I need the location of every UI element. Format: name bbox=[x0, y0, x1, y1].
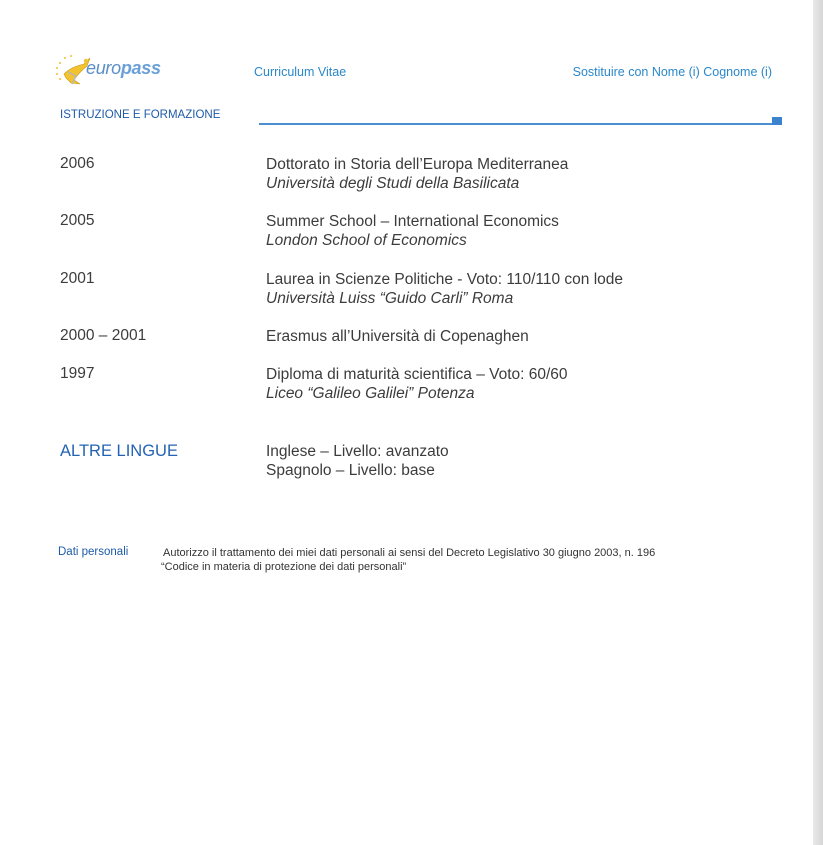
education-year: 2006 bbox=[60, 155, 95, 172]
education-entry bbox=[266, 212, 559, 250]
consent-line: Autorizzo il trattamento dei miei dati personali ai sensi del Decreto Legislativo 30 giugno 2003, n. 196 bbox=[163, 547, 656, 559]
education-entry bbox=[266, 270, 623, 308]
personal-data-label: Dati personali bbox=[58, 546, 129, 558]
education-year: 2001 bbox=[60, 270, 95, 287]
education-year: 1997 bbox=[60, 365, 95, 382]
education-institution: Università Luiss “Guido Carli” Roma bbox=[266, 290, 514, 307]
education-institution: Università degli Studi della Basilicata bbox=[266, 175, 520, 192]
education-institution: Liceo “Galileo Galilei” Potenza bbox=[266, 385, 475, 402]
education-title: Dottorato in Storia dell’Europa Mediterranea bbox=[266, 156, 569, 173]
education-institution: London School of Economics bbox=[266, 232, 467, 249]
page-edge bbox=[813, 0, 823, 845]
education-year: 2005 bbox=[60, 212, 95, 229]
education-title: Laurea in Scienze Politiche - Voto: 110/110 con lode bbox=[266, 271, 624, 288]
education-entry bbox=[266, 155, 568, 193]
languages-section-title: ALTRE LINGUE bbox=[60, 442, 178, 460]
section-divider-marker bbox=[772, 117, 782, 125]
personal-data-consent bbox=[161, 546, 721, 574]
logo-wordmark: europass bbox=[86, 58, 161, 78]
languages-list bbox=[266, 442, 449, 480]
document-title: Curriculum Vitae bbox=[254, 65, 347, 79]
language-item: Inglese – Livello: avanzato bbox=[266, 443, 449, 460]
education-entry bbox=[266, 365, 568, 403]
europass-logo bbox=[54, 54, 174, 88]
education-title: Diploma di maturità scientifica – Voto: 60/60 bbox=[266, 366, 568, 383]
education-title: Summer School – International Economics bbox=[266, 213, 559, 230]
education-section-title: ISTRUZIONE E FORMAZIONE bbox=[60, 109, 221, 121]
education-title: Erasmus all’Università di Copenaghen bbox=[266, 328, 529, 345]
language-item: Spagnolo – Livello: base bbox=[266, 462, 435, 479]
education-year: 2000 – 2001 bbox=[60, 327, 147, 344]
section-divider bbox=[259, 123, 772, 125]
education-entry bbox=[266, 327, 529, 346]
consent-line: “Codice in materia di protezione dei dati personali” bbox=[161, 561, 407, 573]
name-placeholder: Sostituire con Nome (i) Cognome (i) bbox=[572, 65, 772, 79]
